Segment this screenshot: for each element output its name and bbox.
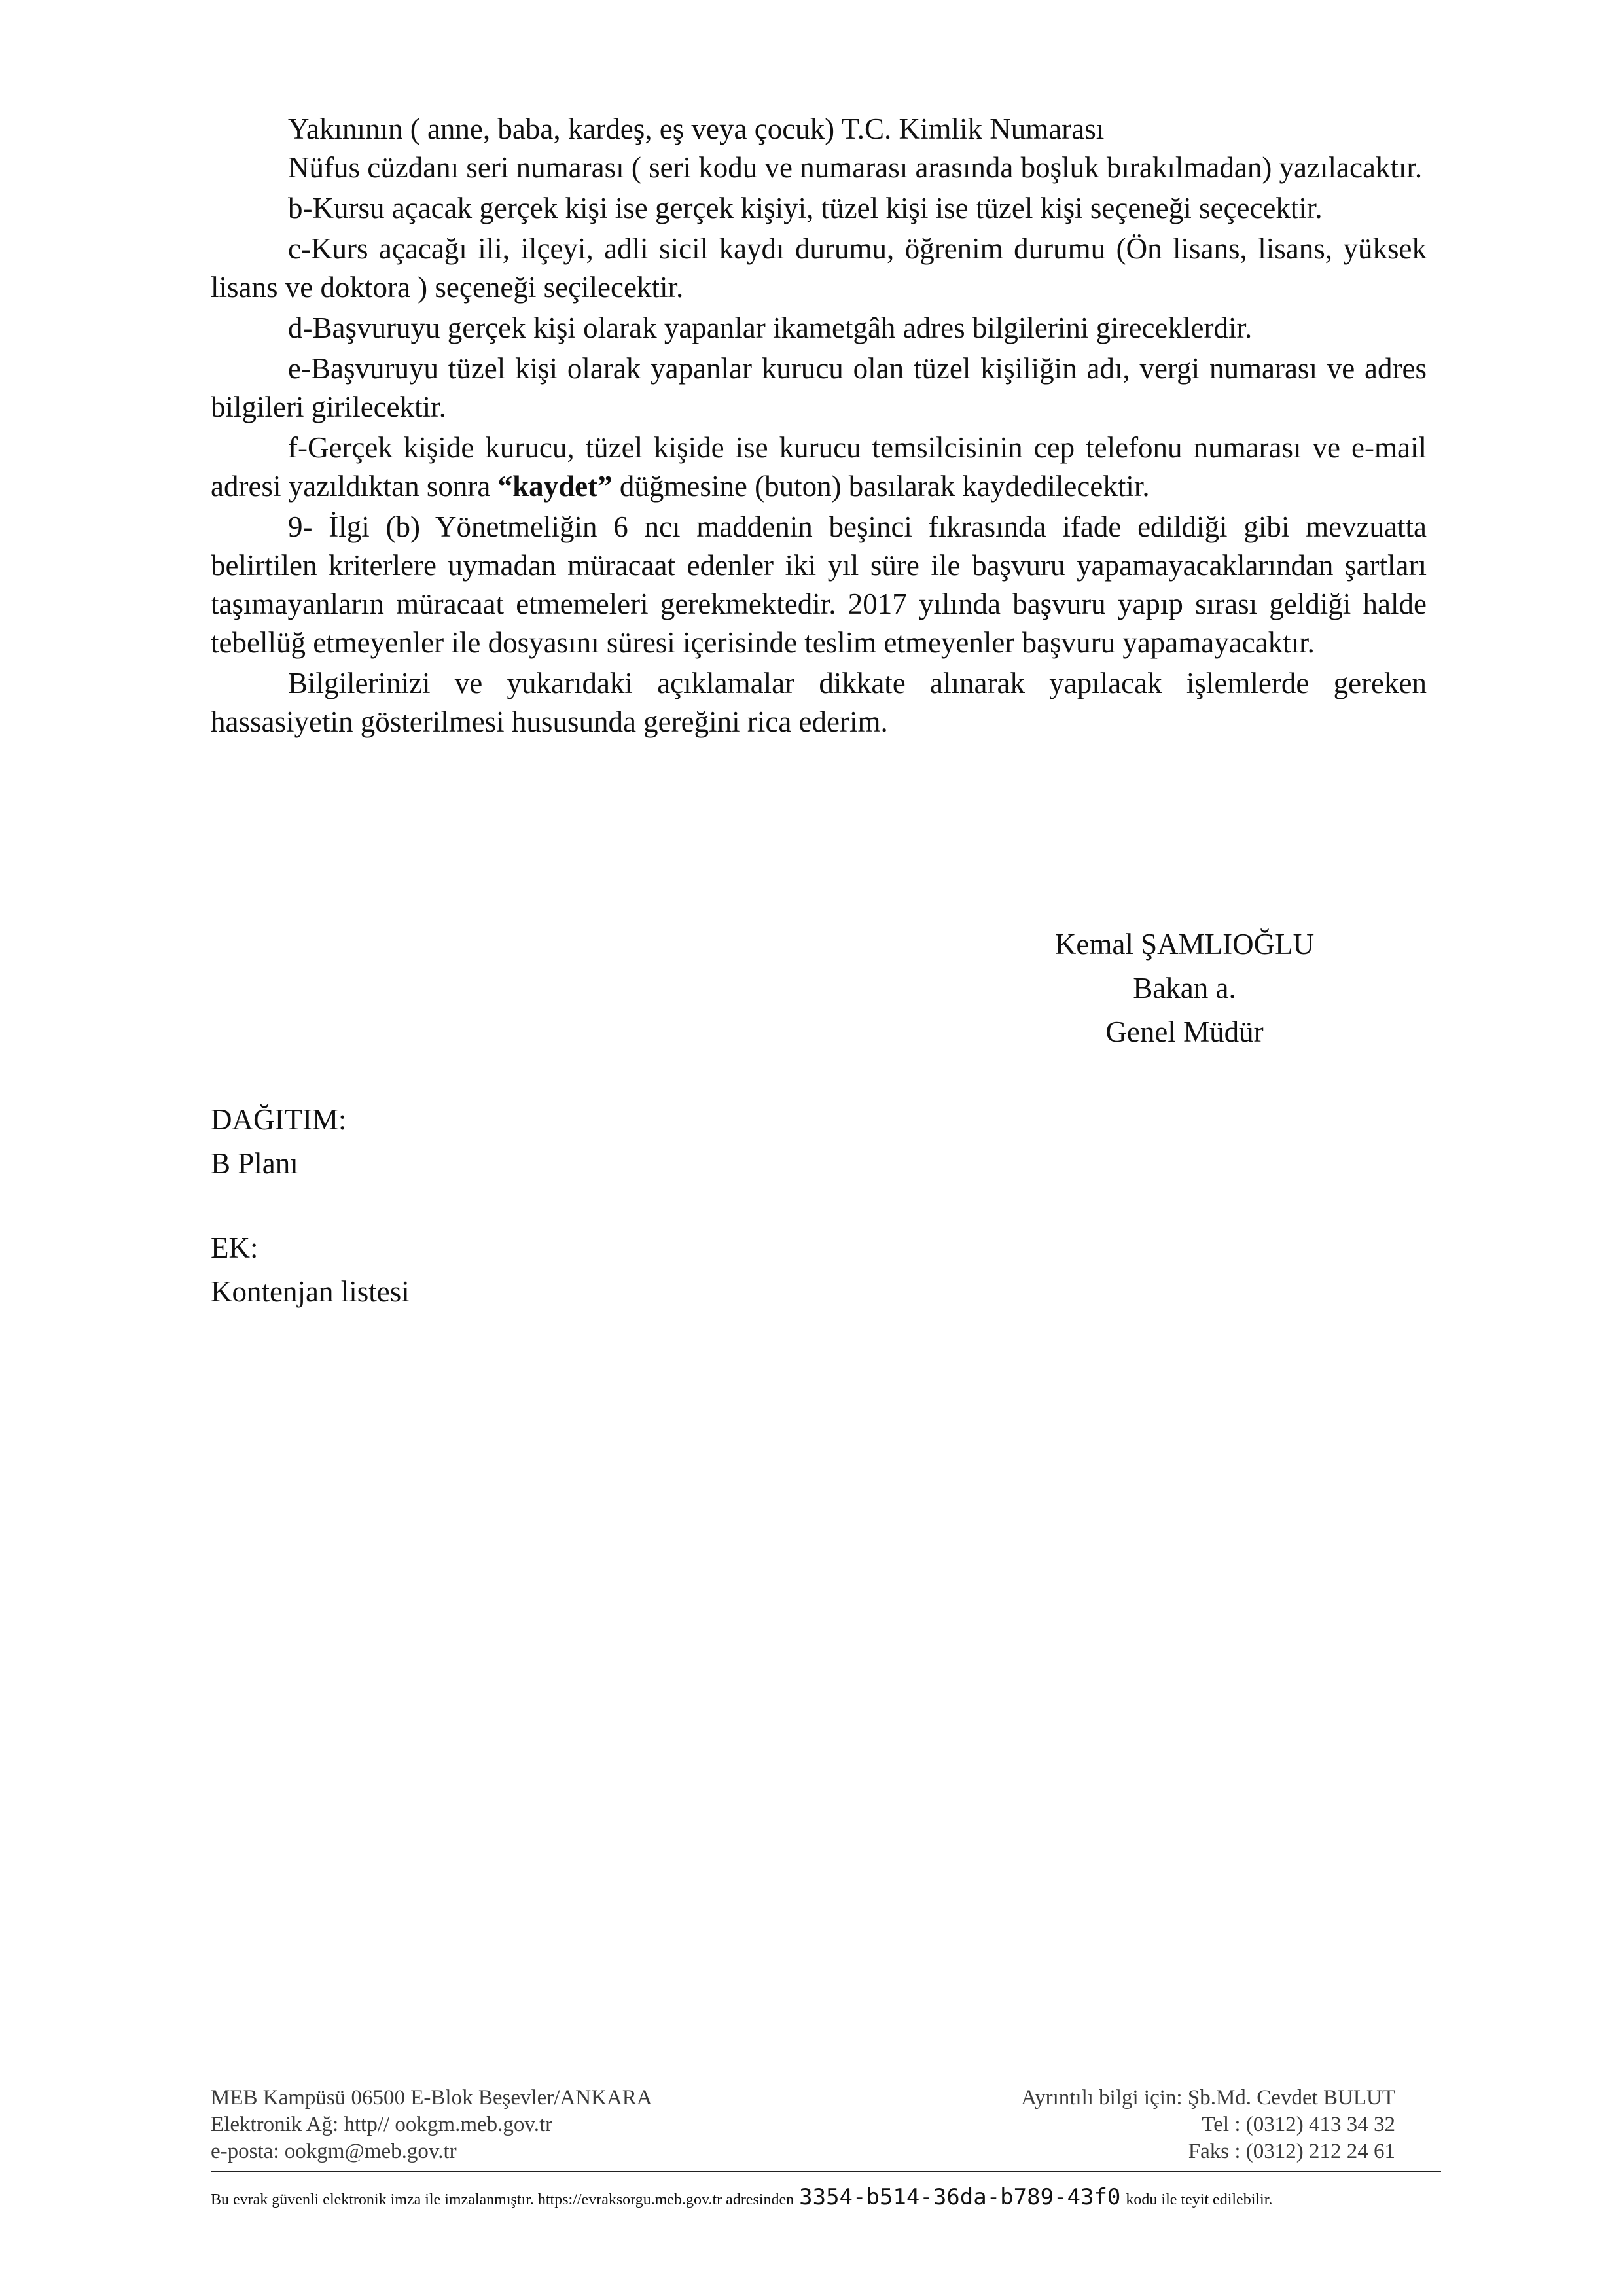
footer-network: Elektronik Ağ: http// ookgm.meb.gov.tr: [211, 2113, 553, 2136]
footer-divider: [211, 2171, 1441, 2172]
signatory-title-2: Genel Müdür: [1105, 1016, 1264, 1048]
letter-body: [211, 110, 1427, 741]
paragraph-item-c: c-Kurs açacağı ili, ilçeyi, adli sicil kaydı durumu, öğrenim durumu (Ön lisans, lisans, yüksek lisans ve doktora ) seçeneği seçilecektir.: [211, 232, 1427, 304]
paragraph-item-f-text-end: düğmesine (buton) basılarak kaydedilecektir.: [612, 470, 1150, 503]
attachment-label: EK:: [211, 1231, 259, 1264]
footer-contact-person: Ayrıntılı bilgi için: Şb.Md. Cevdet BULUT: [1021, 2086, 1395, 2110]
paragraph-item-b: b-Kursu açacak gerçek kişi ise gerçek kişiyi, tüzel kişi ise tüzel kişi seçeneği seçecektir.: [288, 192, 1323, 224]
paragraph-item-d: d-Başvuruyu gerçek kişi olarak yapanlar ikametgâh adres bilgilerini gireceklerdir.: [288, 311, 1253, 344]
footer-fax: Faks : (0312) 212 24 61: [1188, 2140, 1395, 2163]
paragraph-item-f-text-start: f-Gerçek kişide kurucu, tüzel kişide ise kurucu temsilcisinin cep telefonu numarası ve e-mail adresi yazıldıktan sonra: [211, 431, 1427, 503]
footer-info: [211, 2085, 1395, 2165]
verification-text-end: kodu ile teyit edilebilir.: [1126, 2191, 1273, 2208]
distribution-value: B Planı: [211, 1147, 298, 1180]
paragraph-id-card-serial: Nüfus cüzdanı seri numarası ( seri kodu ve numarası arasında boşluk bırakılmadan) yazılacaktır.: [288, 151, 1423, 184]
paragraph-item-f: [211, 429, 1427, 506]
verification-text-start: Bu evrak güvenli elektronik imza ile imzalanmıştır. https://evraksorgu.meb.gov.tr adresinden: [211, 2191, 794, 2208]
attachment-block: [211, 1226, 410, 1314]
footer-address: MEB Kampüsü 06500 E-Blok Beşevler/ANKARA: [211, 2086, 652, 2110]
footer-email: e-posta: ookgm@meb.gov.tr: [211, 2140, 457, 2163]
kaydet-keyword: “kaydet”: [497, 470, 613, 503]
paragraph-item-9: 9- İlgi (b) Yönetmeliğin 6 ncı maddenin beşinci fıkrasında ifade edildiği gibi mevzuatta belirtilen kriterlere uymadan müracaat edenler iki yıl süre ile başvuru yapamayacaklarından şartları taşımayanların müracaat etmemeleri gerekmektedir. 2017 yılında başvuru yapıp sırası geldiği halde tebellüğ etmeyenler ile dosyasını süresi içerisinde teslim etmeyenler başvuru yapamayacaktır.: [211, 510, 1427, 659]
signatory-title-1: Bakan a.: [1133, 972, 1236, 1004]
signature-block: [1021, 923, 1348, 1054]
footer-row-2: [211, 2111, 1395, 2138]
paragraph-item-e: e-Başvuruyu tüzel kişi olarak yapanlar kurucu olan tüzel kişiliğin adı, vergi numarası ve adres bilgileri girilecektir.: [211, 352, 1427, 423]
signatory-name: Kemal ŞAMLIOĞLU: [1054, 928, 1315, 961]
footer-phone: Tel : (0312) 413 34 32: [1202, 2113, 1395, 2136]
verification-code: 3354-b514-36da-b789-43f0: [799, 2184, 1121, 2210]
footer-row-1: [211, 2085, 1395, 2111]
paragraph-relative-id: Yakınının ( anne, baba, kardeş, eş veya çocuk) T.C. Kimlik Numarası: [288, 113, 1105, 145]
verification-line: [211, 2184, 1441, 2213]
paragraph-closing: Bilgilerinizi ve yukarıdaki açıklamalar dikkate alınarak yapılacak işlemlerde gereken hassasiyetin gösterilmesi hususunda gereğini rica ederim.: [211, 667, 1427, 738]
footer-row-3: [211, 2138, 1395, 2165]
distribution-label: DAĞITIM:: [211, 1103, 347, 1136]
attachment-value: Kontenjan listesi: [211, 1275, 410, 1308]
distribution-block: [211, 1098, 346, 1186]
